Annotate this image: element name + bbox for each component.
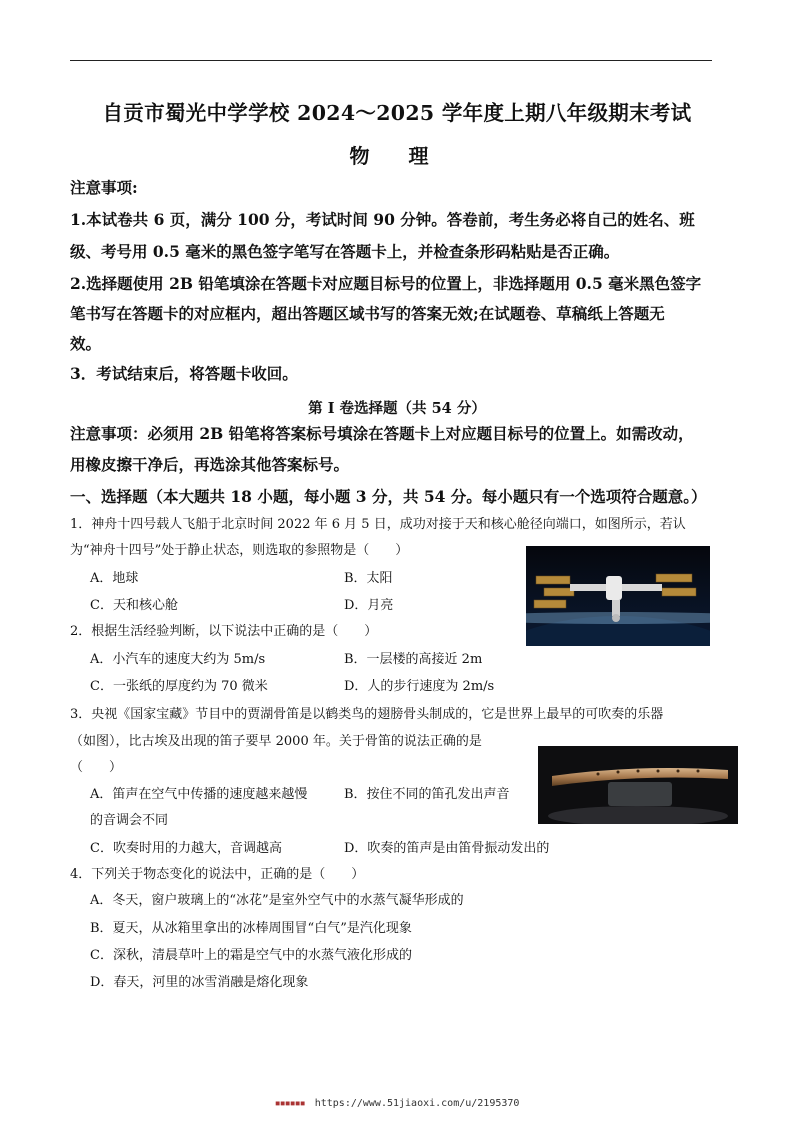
q2-option-a: A．小汽车的速度大约为 5m/s (90, 652, 266, 667)
section-notice: 用橡皮擦干净后，再选涂其他答案标号。 (70, 455, 350, 474)
notice-line: 级、考号用 0.5 毫米的黑色签字笔写在答题卡上，并检查条形码粘贴是否正确。 (70, 242, 620, 261)
q3-option-d: D．吹奏的笛声是由笛骨振动发出的 (344, 841, 550, 856)
notice-line: 效。 (70, 334, 102, 353)
q1-option-b: B．太阳 (344, 571, 393, 586)
notice-line: 笔书写在答题卡的对应框内，超出答题区域书写的答案无效;在试题卷、草稿纸上答题无 (70, 304, 665, 323)
part-heading: 一、选择题（本大题共 18 小题，每小题 3 分，共 54 分。每小题只有一个选项符合题意。） (70, 487, 707, 506)
q2-option-d: D．人的步行速度为 2m/s (344, 679, 495, 694)
exam-title: 自贡市蜀光中学学校 2024～2025 学年度上期八年级期末考试 (102, 101, 692, 125)
q1-option-d: D．月亮 (344, 598, 394, 613)
page-footer (0, 1098, 794, 1109)
q3-option-b: B．按住不同的笛孔发出声音 (344, 787, 510, 802)
footer-url[interactable]: https://www.51jiaoxi.com/u/2195370 (314, 1098, 520, 1109)
question-3-text: 3．央视《国家宝藏》节目中的贾湖骨笛是以鹤类鸟的翅膀骨头制成的，它是世界上最早的可吹奏的乐器 (70, 707, 664, 722)
header-rule (70, 60, 712, 61)
section-title: 第 I 卷选择题（共 54 分） (308, 400, 486, 417)
question-2-text: 2．根据生活经验判断，以下说法中正确的是（ ） (70, 624, 378, 639)
question-1-text: 1．神舟十四号载人飞船于北京时间 2022 年 6 月 5 日，成功对接于天和核心舱径向端口，如图所示，若认 (70, 517, 686, 532)
q4-option-c: C．深秋，清晨草叶上的霜是空气中的水蒸气液化形成的 (90, 948, 412, 963)
bone-flute-photo (538, 746, 738, 824)
space-station-photo (526, 546, 710, 646)
question-4-text: 4．下列关于物态变化的说法中，正确的是（ ） (70, 867, 365, 882)
watermark-icon: ▪▪▪▪▪▪ (274, 1098, 305, 1109)
q4-option-b: B．夏天，从冰箱里拿出的冰棒周围冒“白气”是汽化现象 (90, 921, 412, 936)
section-notice: 注意事项：必须用 2B 铅笔将答案标号填涂在答题卡上对应题目标号的位置上。如需改动， (70, 424, 694, 443)
q1-option-c: C．天和核心舱 (90, 598, 178, 613)
notice-line: 2.选择题使用 2B 铅笔填涂在答题卡对应题目标号的位置上，非选择题用 0.5 毫米黑色签字 (70, 274, 702, 293)
notice-line: 1.本试卷共 6 页，满分 100 分，考试时间 90 分钟。答卷前，考生务必将自己的姓名、班 (70, 210, 695, 229)
q3-option-a: A．笛声在空气中传播的速度越来越慢 (90, 787, 308, 802)
notice-line: 3．考试结束后，将答题卡收回。 (70, 364, 298, 383)
q4-option-a: A．冬天，窗户玻璃上的“冰花”是室外空气中的水蒸气凝华形成的 (90, 893, 464, 908)
q4-option-d: D．春天，河里的冰雪消融是熔化现象 (90, 975, 309, 990)
q3-option-a-cont: 的音调会不同 (90, 813, 169, 828)
question-3-text: （如图），比古埃及出现的笛子要早 2000 年。关于骨笛的说法正确的是 (70, 734, 482, 749)
question-1-text: 为“神舟十四号”处于静止状态，则选取的参照物是（ ） (70, 543, 409, 558)
q2-option-c: C．一张纸的厚度约为 70 微米 (90, 679, 268, 694)
q2-option-b: B．一层楼的高接近 2m (344, 652, 483, 667)
notice-heading: 注意事项: (70, 178, 138, 197)
q1-option-a: A．地球 (90, 571, 139, 586)
question-3-text: （ ） (70, 760, 123, 775)
subject-title: 物 理 (349, 144, 445, 168)
q3-option-c: C．吹奏时用的力越大，音调越高 (90, 841, 282, 856)
